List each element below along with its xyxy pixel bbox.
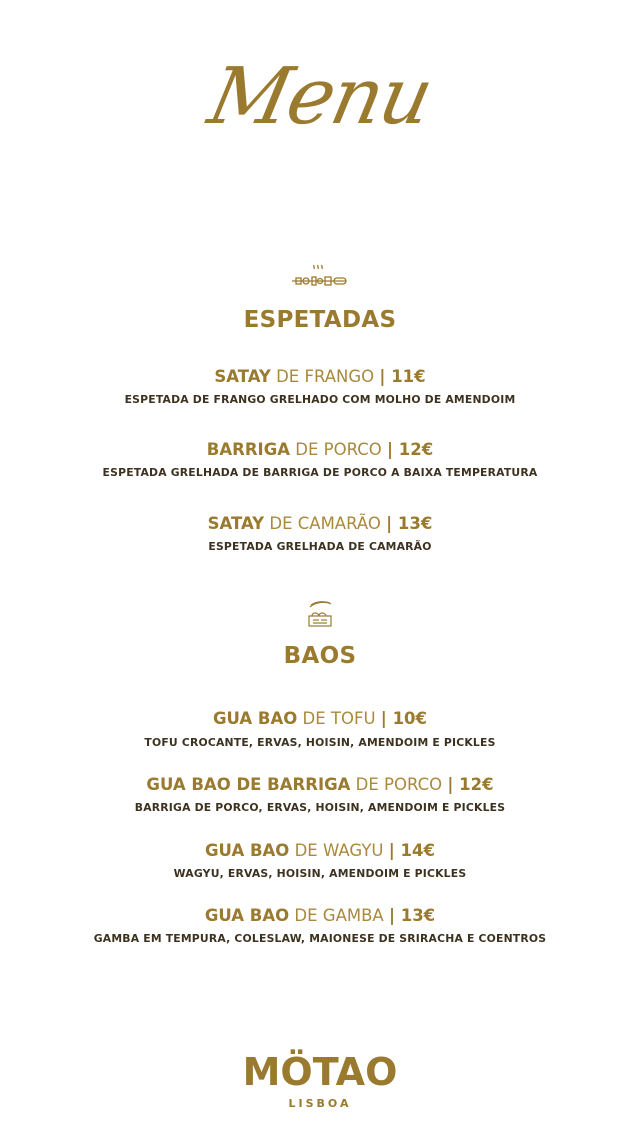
item-name: GUA BAO — [204, 906, 290, 925]
item-name: GUA BAO — [205, 841, 290, 860]
item-variant: DE GAMBA — [289, 906, 389, 925]
item-variant: DE FRANGO — [270, 367, 380, 386]
item-price: | 11€ — [379, 367, 426, 386]
section-heading-espetadas: ESPETADAS — [243, 307, 397, 333]
section-heading-baos: BAOS — [283, 643, 357, 669]
item-price: | 14€ — [388, 841, 435, 860]
item-variant: DE PORCO — [350, 775, 448, 794]
menu-item-description: TOFU CROCANTE, ERVAS, HOISIN, AMENDOIM E PICKLES — [144, 736, 496, 749]
menu-item-description: BARRIGA DE PORCO, ERVAS, HOISIN, AMENDOIM E PICKLES — [134, 801, 506, 814]
menu-item-description: ESPETADA GRELHADA DE BARRIGA DE PORCO A BAIXA TEMPERATURA — [102, 466, 538, 479]
item-name: GUA BAO DE BARRIGA — [146, 775, 351, 794]
item-variant: DE TOFU — [297, 709, 381, 728]
skewer-icon — [0, 263, 640, 289]
menu-item-title — [0, 514, 640, 533]
item-price: | 12€ — [386, 440, 434, 459]
item-price: | 13€ — [386, 514, 433, 533]
item-name: SATAY — [214, 367, 271, 386]
item-name: GUA BAO — [212, 709, 298, 728]
item-price: | 12€ — [447, 775, 494, 794]
menu-item-title — [0, 440, 640, 459]
item-variant: DE PORCO — [290, 440, 387, 459]
item-variant: DE WAGYU — [289, 841, 389, 860]
item-price: | 13€ — [388, 906, 436, 925]
menu-item-title — [0, 775, 640, 794]
menu-item-title — [0, 709, 640, 728]
bao-basket-icon — [0, 599, 640, 629]
menu-item-description: GAMBA EM TEMPURA, COLESLAW, MAIONESE DE SRIRACHA E COENTROS — [93, 932, 547, 945]
menu-item-description: WAGYU, ERVAS, HOISIN, AMENDOIM E PICKLES — [173, 867, 467, 880]
menu-item-title — [0, 906, 640, 925]
menu-item-description: ESPETADA DE FRANGO GRELHADO COM MOLHO DE AMENDOIM — [124, 393, 516, 406]
item-price: | 10€ — [380, 709, 428, 728]
brand-logo: MÖTAO — [242, 1050, 398, 1094]
item-name: SATAY — [207, 514, 265, 533]
item-variant: DE CAMARÃO — [264, 514, 387, 533]
menu-title: Menu — [201, 52, 439, 142]
menu-item-description: ESPETADA GRELHADA DE CAMARÃO — [208, 540, 432, 553]
item-name: BARRIGA — [206, 440, 291, 459]
menu-item-title — [0, 367, 640, 386]
brand-city: LISBOA — [288, 1097, 352, 1110]
menu-item-title — [0, 841, 640, 860]
